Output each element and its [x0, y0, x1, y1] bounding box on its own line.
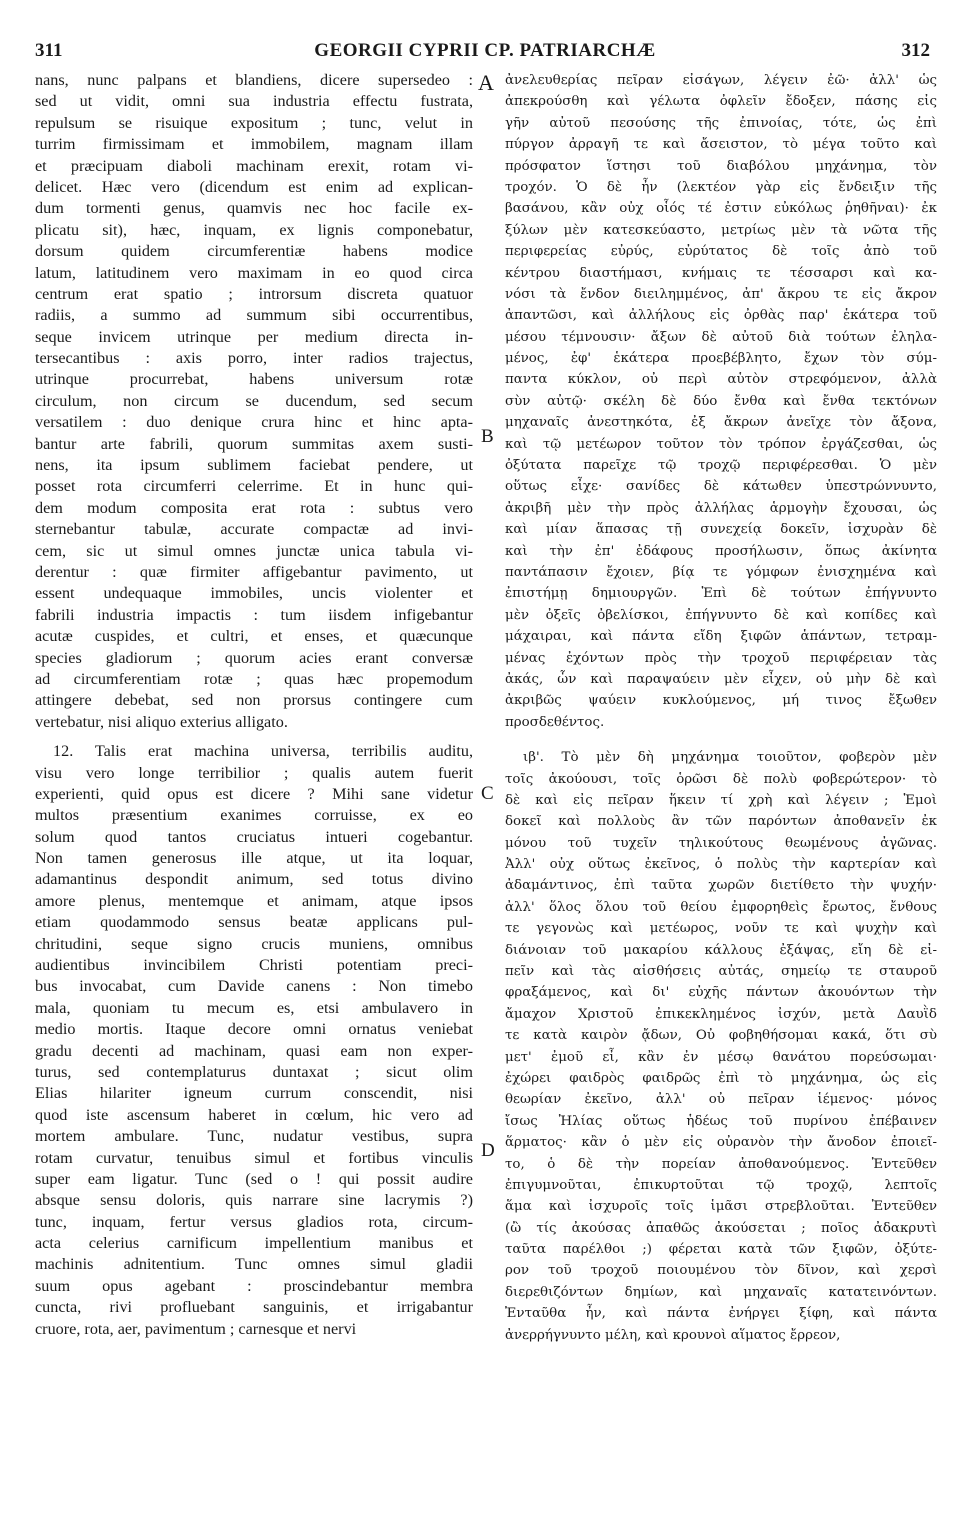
text-line: τε γεγονὼς καὶ μετέωρος, νοῦν τε καὶ ψυχὴν καὶ: [505, 921, 937, 937]
margin-marker-d: D: [481, 1140, 495, 1161]
text-line: species gladiorum ; quorum acies erant conversæ: [35, 648, 473, 667]
text-line: μένας ἐχόντων πρὸς τὴν τροχοῦ περιφέρειαν τὰς: [505, 650, 937, 666]
text-line: Ἀλλ' οὐχ οὕτως ἐκεῖνος, ὁ πολὺς τὴν καρτερίαν καὶ: [505, 857, 937, 873]
text-line: cem, sic ut simul omnes junctæ unica tabula vi-: [35, 541, 473, 560]
text-line: ἀνερρήγνυντο μέλη, καὶ κρουνοὶ αἵματος ἔρρεον,: [505, 1327, 841, 1343]
text-line: cruore, rota, aer, pavimentum ; carnesque et nervi: [35, 1319, 357, 1338]
text-line: κέντρου διαστήμασι, κνήμαις τε τέσσαρσι καὶ κα-: [505, 265, 937, 281]
text-line: Ἐνταῦθα ἦν, καὶ πάντα ἐνήργει ξίφη, καὶ πάντα: [505, 1306, 937, 1322]
text-line: καὶ τῷ μετέωρον τοῦτον τὸν τρόπον ἐργάζεσθαι, ὡς: [505, 436, 937, 452]
text-line: 12. Talis erat machina universa, terribilis auditu,: [53, 742, 473, 761]
text-line: τροχόν. Ὁ δὲ ἦν (λεκτέον γὰρ εἰς ἔνδειξιν τῆς: [505, 179, 937, 195]
text-line: ἀπεκρούσθη καὶ γέλωτα ὀφλεῖν ἔδοξεν, πάσης εἰς: [505, 94, 937, 110]
text-line: bantur arte fabrili, quorum summitas axem susti-: [35, 434, 473, 453]
text-line: turus, sed contemplaturus duntaxat ; sicut olim: [35, 1062, 473, 1081]
text-line: νόσι τὰ ἔνδον διειλημμένος, ἀπ' ἄκρου τε εἰς ἄκρον: [505, 286, 937, 302]
text-line: super eam ligatur. Tunc (sed o ! qui possit audire: [35, 1169, 473, 1188]
text-line: ἀκριβῆ μὲν τὴν πρὸς ἀλλήλας ἁρμογὴν ἔχουσαι, ὡς: [505, 500, 937, 516]
text-line: nans, nunc palpans et blandiens, dicere supersedeo :: [35, 71, 473, 89]
text-line: δοκεῖ καὶ πολλοὺς ἂν τῶν παρόντων ἀποθανεῖν ἐκ: [505, 814, 937, 830]
running-title: GEORGII CYPRII CP. PATRIARCHÆ: [314, 40, 656, 61]
text-line: acutæ cuspides, et cultri, et enses, et quæcunque: [35, 627, 473, 646]
text-line: ἀδαμάντινος, ἐπὶ ταῦτα χωρῶν διετίθετο τὴν ψυχήν·: [505, 878, 937, 894]
text-line: utrinque procurrebat, habens universum rotæ: [35, 370, 473, 389]
text-line: et præcipuam diaboli machinam erexit, rotam vi-: [35, 156, 473, 175]
text-line: μὲν ὀξεῖς ὀβελίσκοι, ἐπήγνυντο δὲ καὶ κοπίδες καὶ: [505, 607, 937, 623]
margin-marker-c: C: [481, 783, 494, 804]
text-line: σὺν αὐτῷ· σκέλη δὲ δύο ἔνθα καὶ ἔνθα τεκτόνων: [505, 393, 937, 409]
text-line: sed ut vidit, omni sua industria effectu fustrata,: [35, 92, 473, 111]
latin-column: [35, 70, 473, 1340]
greek-column: [505, 70, 937, 1346]
text-line: διάνοιαν τοῦ μακαρίου κάλλους ἐξάψας, εἴη δὲ εἰ-: [505, 942, 937, 958]
text-line: ἐπιγυμνοῦται, ἐπικυρτοῦται τῷ τροχῷ, λεπτοῖς: [505, 1177, 937, 1193]
text-line: (ὢ τίς ἀκούσας ἀπαθῶς ἀκούσεται ; ποῖος ἀδακρυτὶ: [505, 1220, 937, 1236]
margin-marker-b: B: [481, 426, 494, 447]
text-line: πρόσφατον ἵστησι τοῦ διαβόλου μηχάνημα, τὸν: [505, 158, 937, 174]
text-line: tunc, inquam, fertur versus gladios rota, circum-: [35, 1212, 473, 1231]
text-line: bus invocabat, cum Davide canens : Non timebo: [35, 977, 473, 996]
text-line: gradu decenti ad machinam, quasi eam non exper-: [35, 1041, 473, 1060]
running-header: [0, 40, 970, 70]
text-line: nens, ita ipsum sublimem faciebat pendere, ut: [35, 456, 473, 475]
text-line: ἀκριβῶς ψαύειν κυκλούμενος, μή τινος ἔξωθεν: [505, 693, 937, 709]
text-line: plicatu sit), hæc, inquam, ex lignis componebatur,: [35, 220, 473, 239]
text-line: γῆν αὐτοῦ πεσούσης τῆς ἐπινοίας, τότε, ὡς ἐπὶ: [505, 115, 937, 131]
text-line: dorsum quidem circumferentiæ habens modice: [35, 242, 473, 261]
text-line: πύργον ἀρραγῆ τε καὶ ἄσειστον, τὸ μέγα τοῦτο καὶ: [505, 137, 937, 153]
text-line: μένος, ἐφ' ἑκάτερα προεβέβλητο, ἔχων τὸν σύμ-: [505, 351, 937, 367]
text-line: sternebantur tabulæ, accurate compactæ ad invi-: [35, 520, 473, 539]
text-line: μέσου τέμνουσιν· ἄξων δὲ αὐτοῦ διὰ τούτων ἐληλα-: [505, 329, 937, 345]
text-line: machinis adnitentium. Tunc omnes simul gladii: [35, 1255, 473, 1274]
text-line: delicet. Hæc vero (dicendum est enim ad explican-: [35, 177, 473, 196]
text-line: προσδεθέντος.: [505, 714, 605, 730]
latin-paragraph-1: [35, 70, 473, 733]
text-line: centrum erat spatio ; introrsum discreta quatuor: [35, 284, 473, 303]
latin-paragraph-2: [35, 741, 473, 1340]
text-line: circulum, non circum se ducendum, sed secum: [35, 391, 473, 410]
text-line: multos præsentium exanimes corruisse, ex eo: [35, 806, 473, 825]
text-line: παντα κύκλον, οὐ περὶ αὑτὸν στρεφόμενον, ἀλλὰ: [505, 372, 937, 388]
text-line: latum, latitudinem vero maximam in eo quod circa: [35, 263, 473, 282]
text-line: audientibus invincibilem Christi potentiam preci-: [35, 956, 473, 975]
text-line: dum tormenti genus, quamvis nec hoc facile ex-: [35, 199, 473, 218]
text-line: τοῖς ἀκούουσι, τοῖς ὁρῶσι δὲ πολὺ φοβερώτερον· τὸ: [505, 771, 937, 787]
text-line: φραξάμενος, καὶ δι' εὐχῆς πάντων ἀκουόντων τὴν: [505, 985, 937, 1001]
text-line: διερεθιζόντων δημίων, καὶ μηχαναῖς κατατεινόντων.: [505, 1284, 937, 1300]
text-line: ἀλλ' ὅλος ὅλου τοῦ θείου ἐμφορηθεὶς ἔρωτος, ἔνθους: [505, 899, 937, 915]
text-line: μετ' ἐμοῦ εἶ, κἂν ἐν μέσῳ θανάτου πορεύσωμαι·: [505, 1049, 937, 1065]
text-line: cuncta, rivi profluebant sanguinis, et irrigabantur: [35, 1298, 473, 1317]
text-line: θεωρίαν ἐκεῖνο, ἀλλ' οὐ πεῖραν ἱέμενος· μόνος: [505, 1092, 937, 1108]
text-line: repulsum se risuique expositum ; tunc, velut in: [35, 113, 473, 132]
text-line: παντάπασιν ἔχοιεν, βίᾳ τε γόμφων ἐνισχημένα καὶ: [505, 564, 937, 580]
text-line: ὀξύτατα παρεῖχε τῷ τροχῷ περιφέρεσθαι. Ὁ μὲν: [505, 458, 937, 474]
text-line: ἴσως Ἠλίας οὕτως ἡδέως τοῦ πυρίνου ἐπέβαινεν: [505, 1113, 937, 1129]
text-line: mala, quoniam tu mecum es, etsi ambulavero in: [35, 998, 473, 1017]
text-line: μηχαναῖς ἀνεστηκότα, ἐξ ἄκρων ἀνεῖχε τὸν ἄξονα,: [505, 415, 937, 431]
text-line: πεῖν καὶ τὰς αἰσθήσεις αὐτάς, σημείῳ τε σταυροῦ: [505, 964, 937, 980]
text-line: ad circumferentiam rotæ ; quas hæc propemodum: [35, 669, 473, 688]
text-line: experienti, quid opus est dicere ? Mihi sane videtur: [35, 784, 473, 803]
text-line: essent undequaque immobiles, uncis violenter et: [35, 584, 473, 603]
text-line: ἄμαχον Χριστοῦ ἐπικεκλημένος ἰσχύν, μετὰ Δαυῒδ: [505, 1006, 937, 1022]
text-line: rotam curvatur, tenuibus simul et fortibus vinculis: [35, 1148, 473, 1167]
text-line: Elias hilariter igneum currum conscendit, nisi: [35, 1084, 473, 1103]
text-line: fabrili industria impactis : tum iisdem infigebantur: [35, 605, 473, 624]
text-line: etiam quodammodo sensus beatæ applicans pul-: [35, 913, 473, 932]
margin-marker-a: A: [478, 70, 494, 95]
text-line: medio mortis. Itaque decore omni ornatus veniebat: [35, 1020, 473, 1039]
text-line: adamantinus despondit animum, sed totus divino: [35, 870, 473, 889]
text-line: derentur : quæ firmiter affigebantur pavimento, ut: [35, 562, 473, 581]
text-line: mortem ambulare. Tunc, nudatur vestibus, supra: [35, 1127, 473, 1146]
page-number-left: 311: [35, 40, 63, 61]
text-line: amore plenus, mentemque et animam, atque ipsos: [35, 891, 473, 910]
text-line: seque invicem utrinque per medium directa in-: [35, 327, 473, 346]
text-line: ταῦτα παρέλθοι ;) φέρεται κατὰ τῶν ξιφῶν, ὀξύτε-: [505, 1242, 937, 1258]
text-line: καὶ τὴν ἐπ' ἐδάφους προσήλωσιν, ὅπως ἀκίνητα: [505, 543, 937, 559]
text-line: ἅρματος· κἂν ὁ μὲν εἰς οὐρανὸν τὴν ἄνοδον ἐποιεῖ-: [505, 1135, 937, 1151]
text-line: visu vero longe terribilior ; qualis autem fuerit: [35, 763, 473, 782]
text-line: τε κατὰ καιρὸν ᾄδων, Οὐ φοβηθήσομαι κακά, ὅτι σὺ: [505, 1028, 937, 1044]
text-line: ιβ'. Τὸ μὲν δὴ μηχάνημα τοιοῦτον, φοβερὸν μὲν: [523, 750, 937, 766]
text-line: περιφερείας εὐρύς, εὐρύτατος δὲ τοῖς ἀπὸ τοῦ: [505, 244, 937, 260]
text-line: ἀκάς, ὧν καὶ παραψαύειν μὲν εἶχεν, οὐ μὴν δὲ καὶ: [505, 671, 937, 687]
text-line: suum opus agebant : proscindebantur membra: [35, 1276, 473, 1295]
text-line: βασάνου, κἂν οὐχ οἷός τέ ἐστιν εὐκόλως ῥηθῆναι)· ἐκ: [505, 201, 937, 217]
text-line: μόνου τοῦ τυχεῖν τηλικούτους θεωμένους ἀγῶνας.: [505, 835, 937, 851]
text-line: absque sensu doloris, quis narrare sine lacrymis ?): [35, 1191, 473, 1210]
greek-paragraph-1: [505, 70, 937, 733]
text-line: versatilem : duo denique crura hinc et hinc apta-: [35, 413, 473, 432]
page-number-right: 312: [901, 40, 930, 61]
text-line: ἀνελευθερίας πεῖραν εἰσάγων, λέγειν ἐῶ· ἀλλ' ὡς: [505, 73, 937, 88]
text-line: ἀπαντῶσι, καὶ ἀλλήλους εἰς ὀρθὰς παρ' ἑκάτερα τοῦ: [505, 308, 937, 324]
text-line: dem modum composita erat rota : subtus vero: [35, 498, 473, 517]
text-line: attingere debebat, sed non prorsus contingere cum: [35, 691, 473, 710]
greek-paragraph-2: [505, 747, 937, 1346]
text-line: solum quod tantos cruciatus intueri cogebantur.: [35, 827, 473, 846]
text-line: radiis, a summo ad summum sibi occurrentibus,: [35, 306, 473, 325]
text-line: Non tamen generosus ille atque, ut ita loquar,: [35, 849, 473, 868]
text-line: acta celerius carnificum impellentium manibus et: [35, 1234, 473, 1253]
text-line: μάχαιραι, καὶ πάντα εἴδη ξιφῶν ἁπάντων, τετραμ-: [505, 629, 937, 645]
text-line: οὕτως εἶχε· σανίδες δὲ κάτωθεν ὑπεστρώννυντο,: [505, 479, 937, 495]
text-line: ρον τοῦ τροχοῦ ποιουμένου τὸν δῖνον, καὶ χερσὶ: [505, 1263, 937, 1279]
text-line: καὶ μίαν ἅπασας τῇ συνεχείᾳ δοκεῖν, ἰσχυρὰν δὲ: [505, 522, 937, 538]
text-line: ἐπιστήμῃ δημιουργῶν. Ἐπὶ δὲ τούτων ἐπήγνυντο: [505, 586, 937, 602]
text-line: tersecantibus : axis porro, inter radios trajectus,: [35, 349, 473, 368]
text-line: quod iste ascensum haberet in cœlum, hic vero ad: [35, 1105, 473, 1124]
text-line: vertebatur, nisi aliquo exterius alligato.: [35, 712, 288, 731]
text-line: το, ὁ δὲ τὴν πορείαν ἀποθανούμενος. Ἐντεῦθεν: [505, 1156, 937, 1172]
text-line: turrim firmissimam et immobilem, magnam illam: [35, 135, 473, 154]
text-line: posset rota circumferri celerrime. Et in hunc qui-: [35, 477, 473, 496]
text-line: ξύλων μὲν κατεσκεύαστο, μετρίως μὲν τὰ νῶτα τῆς: [505, 222, 937, 238]
text-line: ἐχώρει φαιδρὸς φαιδρῶς ἐπὶ τὸ μηχάνημα, ὡς εἰς: [505, 1070, 937, 1086]
text-line: chritudini, seque signo crucis muniens, omnibus: [35, 934, 473, 953]
text-line: ἅμα καὶ ἰσχυροῖς τοῖς ἱμᾶσι στρεβλοῦται. Ἐντεῦθεν: [505, 1199, 937, 1215]
text-line: δὲ καὶ εἰς πεῖραν ἥκειν τί χρὴ καὶ λέγειν ; Ἐμοὶ: [505, 792, 937, 808]
